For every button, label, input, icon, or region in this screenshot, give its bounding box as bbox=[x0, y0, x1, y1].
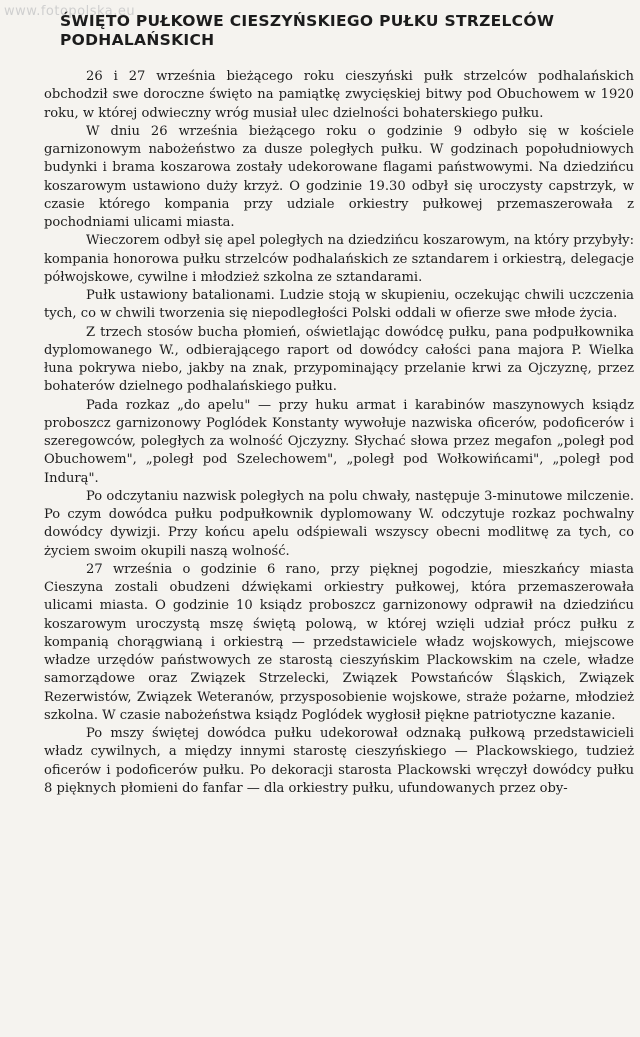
paragraph: Pada rozkaz „do apelu" — przy huku armat i karabinów maszynowych ksiądz proboszcz garnizonowy Poglódek Konstanty wywołuje nazwiska oficerów, podoficerów i szeregowców, poległych za wolność Ojczyzny. Słychać słowa przez megafon „poległ pod Obuchowem", „poległ pod Szelechowem", „poległ pod Wołkowińcami", „poległ pod Indurą". bbox=[44, 397, 634, 486]
watermark: www.fotopolska.eu bbox=[4, 4, 136, 19]
paragraph: 26 i 27 września bieżącego roku cieszyński pułk strzelców podhalańskich obchodził swe doroczne święto na pamiątkę zwycięskiej bitwy pod Obuchowem w 1920 roku, w której odwieczny wróg musiał ulec dzielności bohaterskiego pułku. bbox=[44, 69, 634, 121]
paragraph: Z trzech stosów bucha płomień, oświetlając dowódcę pułku, pana podpułkownika dyplomowanego W., odbierającego raport od dowódcy całości pana majora P. Wielka łuna pokrywa niebo, jakby na znak, przypominający przelanie krwi za Ojczyznę, przez bohaterów dzielnego podhalańskiego pułku. bbox=[44, 324, 634, 395]
paragraph: 27 września o godzinie 6 rano, przy pięknej pogodzie, mieszkańcy miasta Cieszyna zostali obudzeni dźwiękami orkiestry pułkowej, która przemaszerowała ulicami miasta. O godzinie 10 ksiądz proboszcz garnizonowy odprawił na dziedzińcu koszarowym uroczystą mszę świętą polową, w której wzięli udział prócz pułku z kompanią chorągwianą i orkiestrą — przedstawiciele władz wojskowych, miejscowe władze urzędów państwowych ze starostą cieszyńskim Plackowskim na czele, władze samorządowe oraz Związek Strzelecki, Związek Powstańców Śląskich, Związek Rezerwistów, Związek Weteranów, przysposobienie wojskowe, straże pożarne, młodzież szkolna. W czasie nabożeństwa ksiądz Poglódek wygłosił piękne patriotyczne kazanie. bbox=[44, 561, 634, 723]
paragraph: Wieczorem odbył się apel poległych na dziedzińcu koszarowym, na który przybyły: kompania honorowa pułku strzelców podhalańskich ze sztandarem i orkiestrą, delegacje półwojskowe, cywilne i młodzież szkolna ze sztandarami. bbox=[44, 233, 634, 285]
paragraph: Po mszy świętej dowódca pułku udekorował odznaką pułkową przedstawicieli władz cywilnych, a między innymi starostę cieszyńskiego — Plackowskiego, tudzież oficerów i podoficerów pułku. Po dekoracji starosta Plackowski wręczył dowódcy pułku 8 pięknych płomieni do fanfar — dla orkiestry pułku, ufundowanych przez oby- bbox=[44, 726, 634, 796]
article-headline: ŚWIĘTO PUŁKOWE CIESZYŃSKIEGO PUŁKU STRZELCÓW PODHALAŃSKICH bbox=[60, 12, 555, 49]
paragraph: Pułk ustawiony batalionami. Ludzie stoją w skupieniu, oczekując chwili uczczenia tych, co w chwili tworzenia się niepodległości Polski oddali w ofierze swe młode życia. bbox=[44, 288, 634, 322]
paragraph: W dniu 26 września bieżącego roku o godzinie 9 odbyło się w kościele garnizonowym nabożeństwo za dusze poległych pułku. W godzinach popołudniowych budynki i brama koszarowa zostały udekorowane flagami państwowymi. Na dziedzińcu koszarowym ustawiono duży krzyż. O godzinie 19.30 odbył się uroczysty capstrzyk, w czasie którego kompania przy udziale orkiestry pułkowej przemaszerowała z pochodniami ulicami miasta. bbox=[44, 123, 634, 230]
article-body bbox=[44, 68, 634, 1030]
paragraph: Po odczytaniu nazwisk poległych na polu chwały, następuje 3-minutowe milczenie. Po czym dowódca pułku podpułkownik dyplomowany W. odczytuje rozkaz pochwalny dowódcy dywizji. Przy końcu apelu odśpiewali wszyscy obecni modlitwę za tych, co życiem swoim okupili naszą wolność. bbox=[44, 488, 634, 559]
